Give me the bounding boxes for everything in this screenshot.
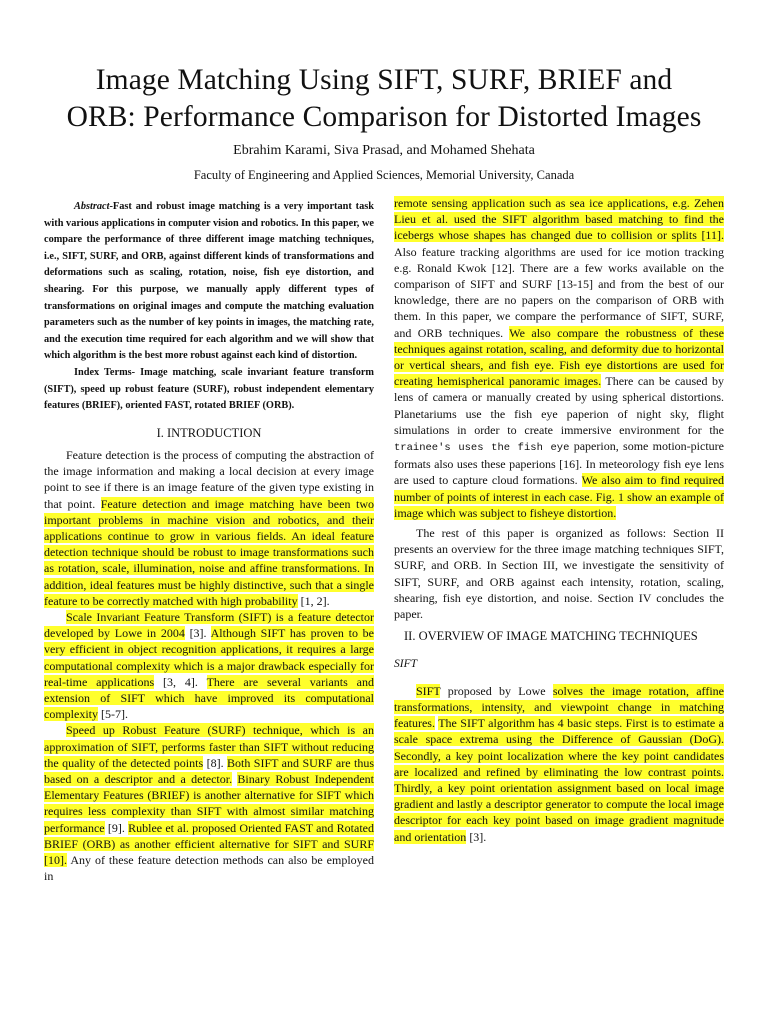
affiliation: Faculty of Engineering and Applied Sciences, Memorial University, Canada: [193, 168, 575, 182]
highlighted-text: remote sensing application such as sea ice applications, e.g. Zehen Lieu et al. used the SIFT algorithm based matching to find the icebergs whose shapes has changed due to collision or splits [11].: [394, 196, 724, 243]
text-run: [5-7].: [98, 707, 128, 722]
text-run: [1, 2].: [297, 593, 330, 608]
highlighted-text: Although SIFT has proven to be very efficient in object recognition applications, it requires a large computational complexity which is a major drawback especially for real-time applications: [44, 626, 374, 689]
left-column: [44, 199, 374, 884]
author-list: Ebrahim Karami, Siva Prasad, and Mohamed Shehata: [233, 143, 535, 158]
sift-paragraph: [394, 683, 724, 845]
abstract-text: -Fast and robust image matching is a very important task with various applications in computer vision and robotics. In this paper, we compare the performance of three different image matching techniques, i.e., SIFT, SURF, and ORB, against different kinds of transformations and deformations such as scaling, rotation, noise, fish eye distortion, and shearing. For this purpose, we manually apply different types of transformations on original images and compute the matching evaluation parameters such as the number of key points in images, the matching rate, and the execution time required for each algorithm and we will show that which algorithm is the best more robust against each kind of distortion.: [44, 201, 374, 362]
text-run: [3].: [466, 829, 487, 844]
text-run: [3, 4].: [154, 674, 207, 689]
highlighted-text: We also aim to find required number of points of interest in each case. Fig. 1 show an example of image which was subject to fisheye distortion.: [394, 473, 724, 520]
text-run: [8].: [203, 755, 228, 770]
highlighted-text: The SIFT algorithm has 4 basic steps. First is to estimate a scale space extrema using the Difference of Gaussian (DoG). Secondly, a key point localization where the key point candidates are localized and refined by eliminating the low contrast points. Thirdly, a key point orientation assignment based on local image gradient and lastly a descriptor generator to compute the local image descriptor for each key point based on image gradient magnitude and orientation: [394, 716, 724, 844]
text-run: Any of these feature detection methods can also be employed in: [44, 853, 374, 884]
highlighted-text: We also compare the robustness of these techniques against rotation, scaling, and deformity due to horizontal or vertical shears, and fish eye. Fish eye distortions are used for creating hemispherical panoramic images.: [394, 325, 724, 389]
section-heading-overview: II. OVERVIEW OF IMAGE MATCHING TECHNIQUES: [404, 629, 698, 644]
text-run: [3].: [184, 626, 211, 641]
text-run: proposed by Lowe: [440, 683, 553, 698]
title-line-2: ORB: Performance Comparison for Distorted Images: [66, 101, 702, 133]
index-terms: Index Terms- Image matching, scale invariant feature transform (SIFT), speed up robust feature (SURF), robust independent elementary features (BRIEF), oriented FAST, rotated BRIEF (ORB).: [44, 366, 374, 412]
subsection-heading-sift: SIFT: [394, 658, 417, 671]
paper-title: [44, 0, 724, 136]
text-run: paperion, some motion-picture formats also uses these paperions [16]. In meteorology fish eye lens are used to capture cloud formations.: [394, 439, 724, 488]
title-line-1: Image Matching Using SIFT, SURF, BRIEF and: [95, 64, 673, 96]
highlighted-text: There are several variants and extension of SIFT which have improved its computational complexity: [44, 674, 374, 722]
text-run: Also feature tracking algorithms are used for ice motion tracking e.g. Ronald Kwok [12]. There are a few works available on the comparison of SIFT and SURF [13-15] and from the best of our knowledge, there are no papers on the comparison of ORB with them. In this paper, we compare the performance of SIFT, SURF, and ORB techniques.: [394, 244, 724, 340]
highlighted-text: Binary Robust Independent Elementary Features (BRIEF) is another alternative for SIFT which requires less complexity than SIFT with almost similar matching performance: [44, 771, 375, 835]
intro-paragraph-2: [44, 609, 374, 722]
abstract-label: Abstract: [74, 201, 110, 212]
highlighted-text: Scale Invariant Feature Transform (SIFT) is a feature detector developed by Lowe in 2004: [44, 609, 374, 641]
section-heading-introduction: I. INTRODUCTION: [156, 425, 262, 440]
highlighted-text: Both SIFT and SURF are thus based on a descriptor and a detector.: [44, 755, 374, 786]
highlighted-text: Speed up Robust Feature (SURF) technique, which is an approximation of SIFT, performs faster than SIFT without reducing the quality of the detected points: [44, 723, 374, 770]
text-run: There can be caused by lens of camera or manually created by using spherical distortions. Planetariums use the fish eye paperion of night sky, flight simulations in order to create immersive environment for the: [394, 374, 724, 437]
two-column-body: [44, 196, 724, 884]
intro-paragraph-3: [44, 722, 374, 884]
highlighted-text: Rublee et al. proposed Oriented FAST and Rotated BRIEF (ORB) as another efficient alternative for SIFT and SURF [10].: [44, 820, 374, 867]
highlighted-text: SIFT: [416, 683, 441, 698]
text-run: Feature detection is the process of computing the abstraction of the image information and making a local decision at every image point to see if there is an image feature of the given type existing in that point.: [44, 447, 374, 511]
right-column: [394, 195, 724, 884]
text-run: [9].: [104, 820, 129, 835]
abstract: [44, 199, 374, 365]
highlighted-text: solves the image rotation, affine transformations, intensity, and viewpoint change in matching features.: [394, 683, 724, 731]
monospace-text: trainee's uses the fish eye: [394, 442, 570, 455]
intro-paragraph-5: The rest of this paper is organized as follows: Section II presents an overview for the three image matching techniques SIFT, SURF, and ORB. In Section III, we investigate the sensitivity of SIFT, SURF, and ORB against each intensity, rotation, scaling, shearing, fish eye distortion, and noise. Section IV concludes the paper.: [394, 526, 724, 622]
intro-paragraph-1: [44, 447, 374, 609]
intro-paragraph-4: [394, 195, 724, 521]
highlighted-text: Feature detection and image matching have been two important problems in machine vision and robotics, and their applications continue to grow in various fields. An ideal feature detection technique should be robust to image transformations such as rotation, scale, illumination, noise and affine transformations. In addition, ideal features must be highly distinctive, such that a single feature to be correctly matched with high probability: [44, 496, 374, 608]
